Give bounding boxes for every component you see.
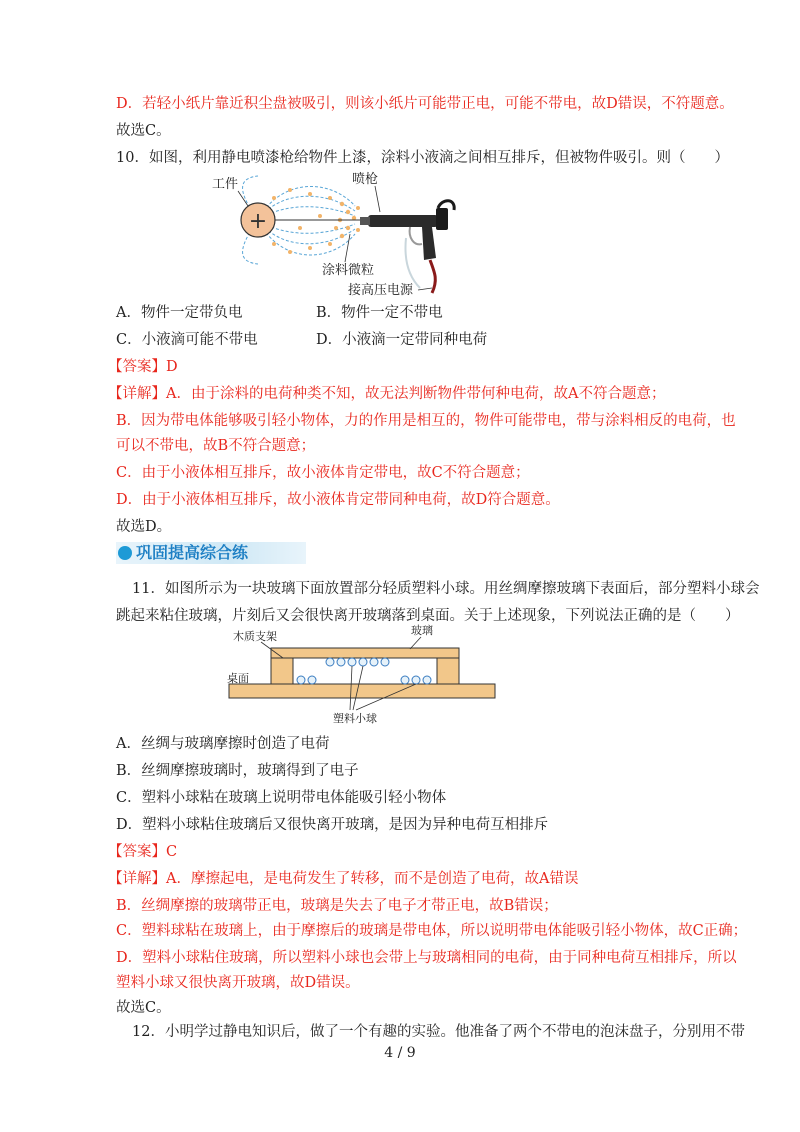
workpiece-label: 工件 <box>212 177 239 192</box>
page-number: 4 / 9 <box>384 1045 416 1061</box>
plus-sign: + <box>248 209 268 234</box>
answer-tag: 【答案】 <box>108 844 166 860</box>
glass-balls-figure <box>225 620 500 728</box>
select-11: 故选C。 <box>116 1000 171 1016</box>
question-10: 10．如图，利用静电喷漆枪给物件上漆，涂料小液滴之间相互排斥，但被物件吸引。则（ ） <box>116 150 729 166</box>
detail-10-4: C．由于小液体相互排斥，故小液体肯定带电，故C不符合题意； <box>116 465 530 481</box>
power-source-label: 接高压电源 <box>348 283 414 298</box>
option-11d: D．塑料小球粘住玻璃后又很快离开玻璃，是因为异种电荷互相排斥 <box>116 817 549 833</box>
select-10: 故选D。 <box>116 519 172 535</box>
answer-value: C <box>166 844 178 860</box>
frame-label: 木质支架 <box>233 630 277 643</box>
spray-gun-figure <box>210 168 480 298</box>
answer-11 <box>108 842 177 862</box>
detail-10-3: 可以不带电，故B不符合题意； <box>116 438 316 454</box>
detail-tag: 【详解】 <box>108 386 166 402</box>
option-10b: B．物件一定不带电 <box>316 305 443 321</box>
option-11b: B．丝绸摩擦玻璃时，玻璃得到了电子 <box>116 763 359 779</box>
option-11a: A．丝绸与玻璃摩擦时创造了电荷 <box>116 736 330 752</box>
answer-line: 故选C。 <box>116 123 171 139</box>
option-10d: D．小液滴一定带同种电荷 <box>316 332 488 348</box>
balls-label: 塑料小球 <box>333 712 377 725</box>
detail-10-2: B．因为带电体能够吸引轻小物体，力的作用是相互的，物件可能带电，带与涂料相反的电荷，也 <box>116 413 736 429</box>
answer-line: D．若轻小纸片靠近积尘盘被吸引，则该小纸片可能带正电，可能不带电，故D错误，不符题意。 <box>116 96 734 112</box>
detail-10-5: D．由于小液体相互排斥，故小液体肯定带同种电荷，故D符合题意。 <box>116 492 560 508</box>
glass-label: 玻璃 <box>411 624 433 637</box>
table-label: 桌面 <box>227 672 249 685</box>
detail-11-4: D．塑料小球粘住玻璃，所以塑料小球也会带上与玻璃相同的电荷，由于同种电荷互相排斥，所以 <box>116 950 737 966</box>
question-12: 12．小明学过静电知识后，做了一个有趣的实验。他准备了两个不带电的泡沫盘子，分别用不带 <box>132 1024 745 1040</box>
detail-10-1 <box>108 384 665 404</box>
section-header <box>116 542 306 564</box>
detail-text: A．由于涂料的电荷种类不知，故无法判断物件带何种电荷，故A不符合题意； <box>166 386 666 402</box>
option-10a: A．物件一定带负电 <box>116 305 243 321</box>
detail-11-2: B．丝绸摩擦的玻璃带正电，玻璃是失去了电子才带正电，故B错误； <box>116 898 558 914</box>
paint-particles-label: 涂料微粒 <box>322 263 375 278</box>
section-title: 巩固提高综合练 <box>136 543 249 562</box>
section-dot-icon <box>118 546 132 560</box>
detail-11-3: C．塑料球粘在玻璃上，由于摩擦后的玻璃是带电体，所以说明带电体能吸引轻小物体，故C正确； <box>116 923 748 939</box>
question-11-line1: 11．如图所示为一块玻璃下面放置部分轻质塑料小球。用丝绸摩擦玻璃下表面后，部分塑料小球会 <box>132 581 760 597</box>
option-11c: C．塑料小球粘在玻璃上说明带电体能吸引轻小物体 <box>116 790 447 806</box>
gun-label: 喷枪 <box>352 172 379 187</box>
question-11-line2: 跳起来粘住玻璃，片刻后又会很快离开玻璃落到桌面。关于上述现象，下列说法正确的是（ ） <box>116 608 740 624</box>
detail-tag: 【详解】 <box>108 871 166 887</box>
answer-tag: 【答案】 <box>108 359 166 375</box>
answer-10 <box>108 357 178 377</box>
answer-value: D <box>166 359 178 375</box>
detail-11-1 <box>108 869 578 889</box>
option-10c: C．小液滴可能不带电 <box>116 332 258 348</box>
detail-text: A．摩擦起电，是电荷发生了转移，而不是创造了电荷，故A错误 <box>166 871 579 887</box>
detail-11-5: 塑料小球又很快离开玻璃，故D错误。 <box>116 975 360 991</box>
